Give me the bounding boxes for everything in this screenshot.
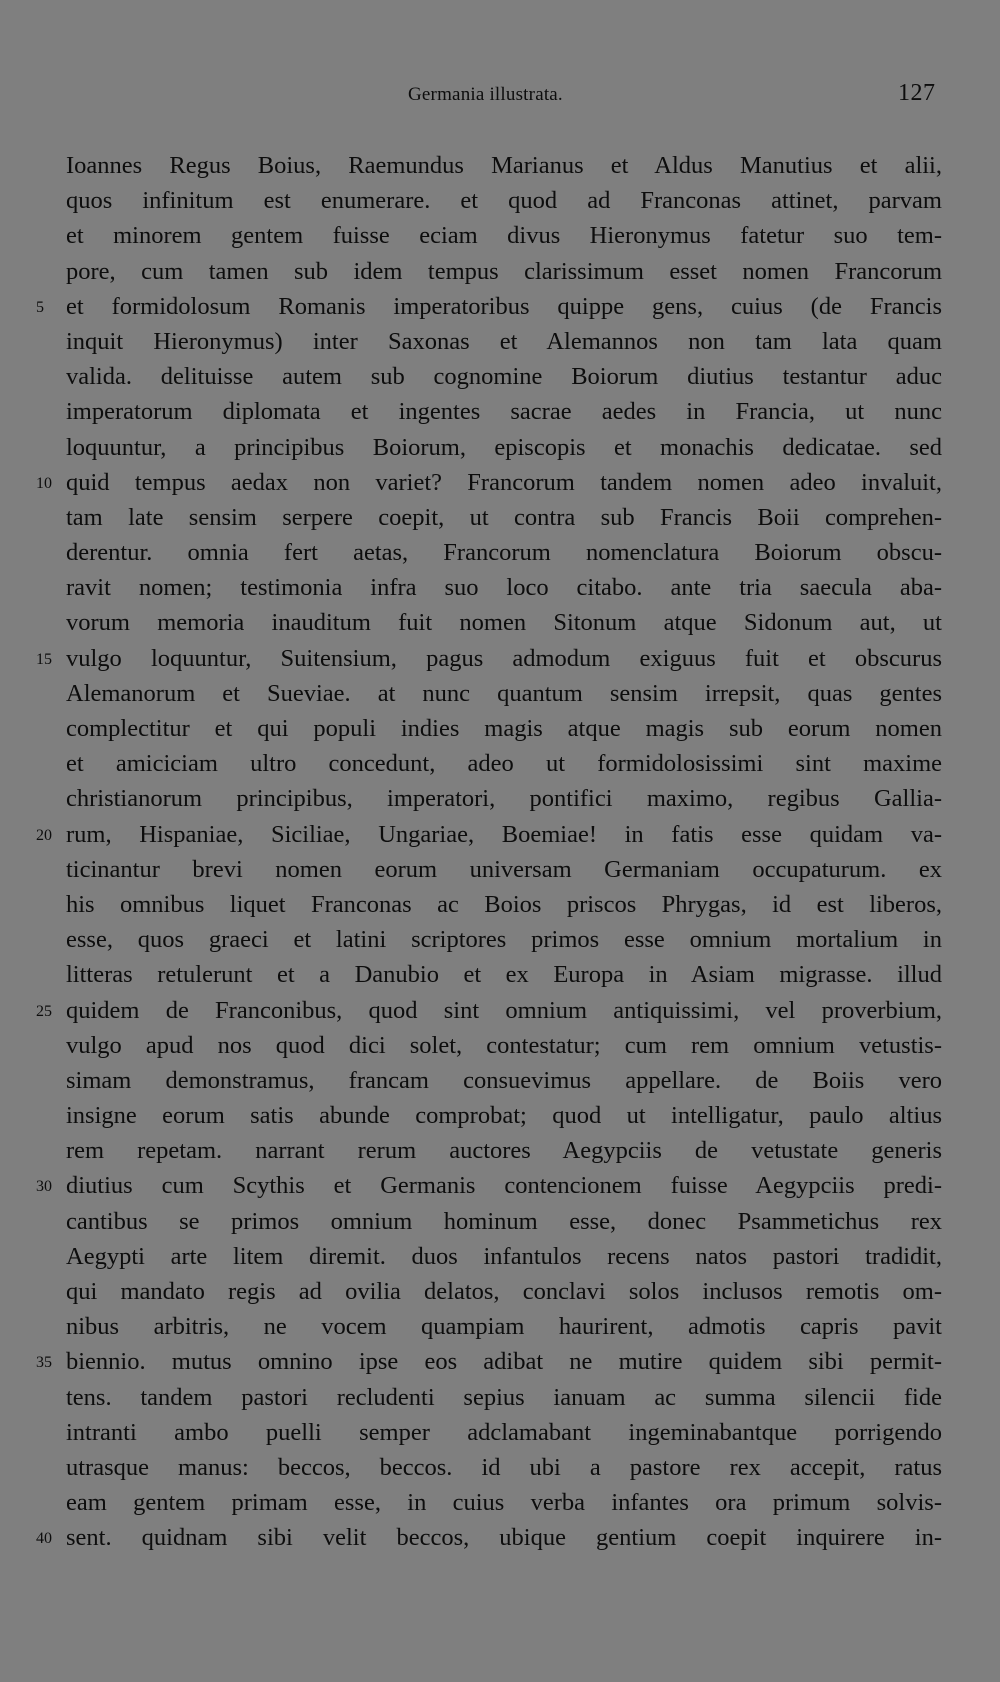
line-text: biennio. mutus omnino ipse eos adibat ne mutire quidem sibi permit- [66, 1348, 942, 1376]
line-number: 20 [36, 826, 52, 844]
line-text: et minorem gentem fuisse eciam divus Hieronymus fatetur suo tem- [66, 222, 942, 250]
line-text: cantibus se primos omnium hominum esse, donec Psammetichus rex [66, 1207, 942, 1235]
line-number: 30 [36, 1178, 52, 1196]
line-number: 15 [36, 650, 52, 668]
text-line [66, 1204, 942, 1239]
text-line [36, 289, 942, 324]
text-line [66, 535, 942, 570]
line-number: 35 [36, 1354, 52, 1372]
text-line [66, 254, 942, 289]
line-text: utrasque manus: beccos, beccos. id ubi a pastore rex accepit, ratus [66, 1453, 942, 1481]
line-text: Alemanorum et Sueviae. at nunc quantum sensim irrepsit, quas gentes [66, 679, 942, 707]
line-text: intranti ambo puelli semper adclamabant ingeminabantque porrigendo [66, 1418, 942, 1446]
text-line [66, 922, 942, 957]
line-number: 40 [36, 1530, 52, 1548]
page-number: 127 [898, 80, 936, 106]
text-line [66, 394, 942, 429]
text-line [66, 1274, 942, 1309]
text-line [66, 1485, 942, 1520]
text-line [36, 993, 942, 1028]
text-line [36, 1520, 942, 1555]
line-text: diutius cum Scythis et Germanis contencionem fuisse Aegypciis predi- [66, 1172, 942, 1200]
text-line [66, 781, 942, 816]
line-text: his omnibus liquet Franconas ac Boios priscos Phrygas, id est liberos, [66, 890, 942, 918]
text-line [66, 1380, 942, 1415]
line-text: qui mandato regis ad ovilia delatos, conclavi solos inclusos remotis om- [66, 1278, 942, 1305]
text-line [66, 852, 942, 887]
body-text [36, 148, 942, 1556]
line-text: simam demonstramus, francam consuevimus appellare. de Boiis vero [66, 1066, 942, 1094]
line-number: 10 [36, 474, 52, 492]
text-line [66, 148, 942, 183]
text-line [66, 324, 942, 359]
text-line [66, 430, 942, 465]
line-text: rem repetam. narrant rerum auctores Aegypciis de vetustate generis [66, 1137, 942, 1165]
line-text: vulgo loquuntur, Suitensium, pagus admodum exiguus fuit et obscurus [66, 644, 942, 672]
text-line [66, 605, 942, 640]
line-text: valida. delituisse autem sub cognomine Boiorum diutius testantur aduc [66, 363, 942, 391]
text-line [66, 1133, 942, 1168]
text-line [66, 500, 942, 535]
line-text: esse, quos graeci et latini scriptores primos esse omnium mortalium in [66, 926, 942, 954]
line-text: derentur. omnia fert aetas, Francorum nomenclatura Boiorum obscu- [66, 539, 942, 567]
text-line [66, 1450, 942, 1485]
line-text: christianorum principibus, imperatori, pontifici maximo, regibus Gallia- [66, 785, 942, 813]
text-line [66, 218, 942, 253]
line-text: loquuntur, a principibus Boiorum, episcopis et monachis dedicatae. sed [66, 433, 942, 461]
line-text: quidem de Franconibus, quod sint omnium antiquissimi, vel proverbium, [66, 996, 942, 1024]
text-line [66, 711, 942, 746]
line-text: rum, Hispaniae, Siciliae, Ungariae, Boemiae! in fatis esse quidam va- [66, 820, 942, 848]
line-text: quid tempus aedax non variet? Francorum tandem nomen adeo invaluit, [66, 468, 942, 496]
text-line [66, 570, 942, 605]
line-text: Aegypti arte litem diremit. duos infantulos recens natos pastori tradidit, [66, 1242, 942, 1270]
text-line [66, 183, 942, 218]
text-line [66, 359, 942, 394]
line-text: pore, cum tamen sub idem tempus clarissimum esset nomen Francorum [66, 257, 942, 285]
line-text: insigne eorum satis abunde comprobat; quod ut intelligatur, paulo altius [66, 1102, 942, 1130]
line-text: tam late sensim serpere coepit, ut contra sub Francis Boii comprehen- [66, 503, 942, 531]
text-line [66, 676, 942, 711]
line-text: et amiciciam ultro concedunt, adeo ut formidolosissimi sint maxime [66, 750, 942, 778]
text-line [66, 1063, 942, 1098]
line-text: ticinantur brevi nomen eorum universam Germaniam occupaturum. ex [66, 855, 942, 883]
line-text: ravit nomen; testimonia infra suo loco citabo. ante tria saecula aba- [66, 574, 942, 602]
line-text: eam gentem primam esse, in cuius verba infantes ora primum solvis- [66, 1489, 942, 1517]
line-text: inquit Hieronymus) inter Saxonas et Alemannos non tam lata quam [66, 327, 942, 355]
line-number: 5 [36, 298, 44, 316]
text-line [66, 1239, 942, 1274]
line-text: Ioannes Regus Boius, Raemundus Marianus et Aldus Manutius et alii, [66, 152, 942, 179]
text-line [66, 1415, 942, 1450]
text-line [66, 957, 942, 992]
text-line [66, 1309, 942, 1344]
line-text: sent. quidnam sibi velit beccos, ubique gentium coepit inquirere in- [66, 1524, 942, 1552]
text-line [36, 1168, 942, 1203]
line-text: imperatorum diplomata et ingentes sacrae aedes in Francia, ut nunc [66, 398, 942, 426]
line-text: et formidolosum Romanis imperatoribus quippe gens, cuius (de Francis [66, 292, 942, 320]
line-text: complectitur et qui populi indies magis atque magis sub eorum nomen [66, 715, 942, 742]
running-title: Germania illustrata. [408, 84, 563, 105]
text-line [36, 641, 942, 676]
line-text: vulgo apud nos quod dici solet, contestatur; cum rem omnium vetustis- [66, 1031, 942, 1059]
text-line [66, 746, 942, 781]
text-line [66, 1098, 942, 1133]
text-line [36, 1344, 942, 1379]
line-text: quos infinitum est enumerare. et quod ad Franconas attinet, parvam [66, 187, 942, 215]
line-text: vorum memoria inauditum fuit nomen Sitonum atque Sidonum aut, ut [66, 609, 942, 637]
line-number: 25 [36, 1002, 52, 1020]
text-line [66, 887, 942, 922]
line-text: nibus arbitris, ne vocem quampiam haurirent, admotis capris pavit [66, 1313, 942, 1341]
text-line [66, 1028, 942, 1063]
line-text: litteras retulerunt et a Danubio et ex Europa in Asiam migrasse. illud [66, 961, 942, 989]
running-header [0, 80, 1000, 116]
line-text: tens. tandem pastori recludenti sepius ianuam ac summa silencii fide [66, 1383, 942, 1411]
text-line [36, 817, 942, 852]
text-line [36, 465, 942, 500]
